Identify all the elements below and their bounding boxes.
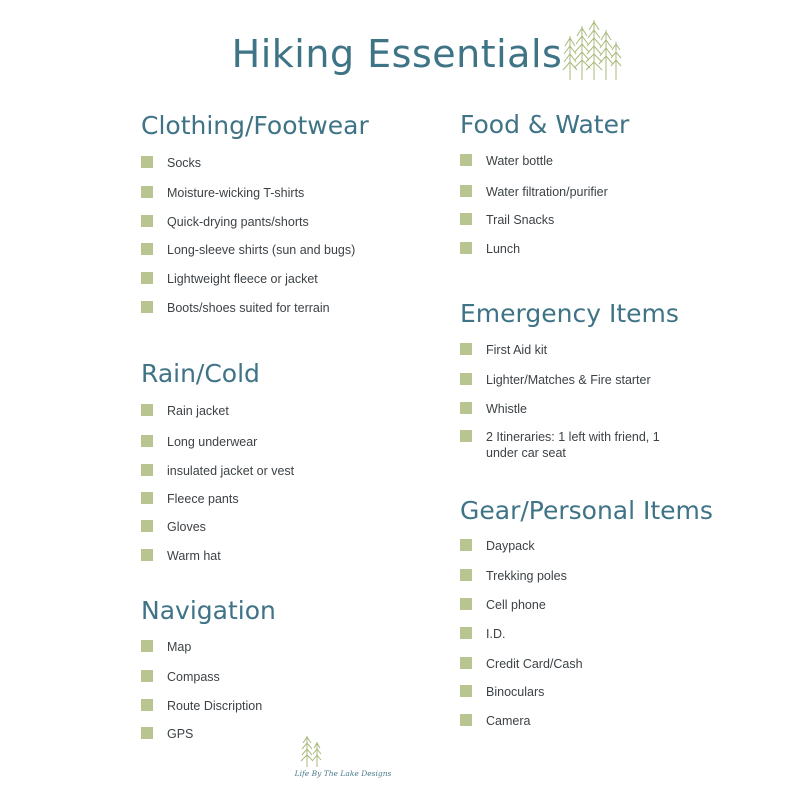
section-heading: Navigation bbox=[141, 596, 276, 625]
checklist-item[interactable] bbox=[460, 153, 553, 169]
checklist-item[interactable] bbox=[460, 212, 554, 228]
item-label: Lighter/Matches & Fire starter bbox=[486, 373, 651, 387]
item-label: Moisture-wicking T-shirts bbox=[167, 186, 305, 200]
section-heading: Gear/Personal Items bbox=[460, 496, 713, 525]
checkbox[interactable] bbox=[460, 685, 472, 697]
checklist-item[interactable] bbox=[460, 184, 608, 200]
checkbox[interactable] bbox=[141, 670, 153, 682]
item-label: Whistle bbox=[486, 402, 527, 416]
item-label: Trekking poles bbox=[486, 569, 567, 583]
checkbox[interactable] bbox=[460, 657, 472, 669]
checklist-item[interactable] bbox=[141, 463, 294, 479]
item-label: Lightweight fleece or jacket bbox=[167, 272, 318, 286]
section-gear-personal-items bbox=[460, 496, 760, 736]
section-food-water bbox=[460, 110, 760, 270]
checklist-item[interactable] bbox=[141, 519, 206, 535]
item-label: Long-sleeve shirts (sun and bugs) bbox=[167, 243, 356, 257]
checkbox[interactable] bbox=[460, 430, 472, 442]
section-heading: Clothing/Footwear bbox=[141, 111, 369, 140]
checkbox[interactable] bbox=[141, 156, 153, 168]
item-label: Compass bbox=[167, 670, 220, 684]
checklist-item[interactable] bbox=[141, 669, 220, 685]
item-label: Map bbox=[167, 640, 192, 654]
checkbox[interactable] bbox=[141, 301, 153, 313]
checklist-item[interactable] bbox=[460, 241, 520, 257]
checkbox[interactable] bbox=[460, 242, 472, 254]
checklist-item[interactable] bbox=[460, 713, 530, 729]
checkbox[interactable] bbox=[460, 154, 472, 166]
checklist-item[interactable] bbox=[460, 684, 544, 700]
checkbox[interactable] bbox=[141, 520, 153, 532]
section-navigation bbox=[141, 596, 441, 746]
item-label: Water bottle bbox=[486, 154, 553, 168]
checkbox[interactable] bbox=[460, 343, 472, 355]
checklist-item[interactable] bbox=[141, 403, 229, 419]
item-label: Binoculars bbox=[486, 685, 545, 699]
checklist-item[interactable] bbox=[141, 726, 193, 742]
item-label: Cell phone bbox=[486, 598, 546, 612]
checklist-item[interactable] bbox=[141, 155, 201, 171]
item-label: Water filtration/purifier bbox=[486, 185, 608, 199]
checklist-item[interactable] bbox=[141, 214, 309, 230]
item-label: insulated jacket or vest bbox=[167, 464, 295, 478]
checklist-item[interactable] bbox=[141, 242, 355, 258]
item-label: Rain jacket bbox=[167, 404, 229, 418]
checklist-item[interactable] bbox=[141, 271, 318, 287]
item-label: Lunch bbox=[486, 242, 521, 256]
checklist-item[interactable] bbox=[460, 342, 547, 358]
checklist-item[interactable] bbox=[460, 401, 527, 417]
checkbox[interactable] bbox=[141, 464, 153, 476]
checkbox[interactable] bbox=[141, 640, 153, 652]
item-label: Credit Card/Cash bbox=[486, 657, 583, 671]
checkbox[interactable] bbox=[460, 539, 472, 551]
checklist-item[interactable] bbox=[460, 372, 651, 388]
item-label: Socks bbox=[167, 156, 202, 170]
checklist-item[interactable] bbox=[141, 434, 257, 450]
section-heading: Rain/Cold bbox=[141, 359, 260, 388]
item-label: Trail Snacks bbox=[486, 213, 555, 227]
checkbox[interactable] bbox=[460, 402, 472, 414]
checkbox[interactable] bbox=[141, 549, 153, 561]
item-label: I.D. bbox=[486, 627, 506, 641]
logo-trees-icon bbox=[300, 732, 324, 768]
item-label: Daypack bbox=[486, 539, 535, 553]
checkbox[interactable] bbox=[141, 243, 153, 255]
section-heading: Emergency Items bbox=[460, 299, 679, 328]
item-label: GPS bbox=[167, 727, 194, 741]
checklist-item[interactable] bbox=[141, 491, 239, 507]
checkbox[interactable] bbox=[460, 213, 472, 225]
item-label: Route Discription bbox=[167, 699, 263, 713]
checklist-item[interactable] bbox=[141, 300, 330, 316]
checkbox[interactable] bbox=[460, 185, 472, 197]
section-rain-cold bbox=[141, 359, 441, 579]
checkbox[interactable] bbox=[460, 714, 472, 726]
item-label: Fleece pants bbox=[167, 492, 239, 506]
item-label: Warm hat bbox=[167, 549, 221, 563]
checklist-item[interactable] bbox=[460, 568, 567, 584]
item-label: Quick-drying pants/shorts bbox=[167, 215, 309, 229]
checkbox[interactable] bbox=[141, 727, 153, 739]
checkbox[interactable] bbox=[141, 186, 153, 198]
checklist-item[interactable] bbox=[460, 656, 583, 672]
checkbox[interactable] bbox=[141, 435, 153, 447]
checkbox[interactable] bbox=[141, 699, 153, 711]
section-heading: Food & Water bbox=[460, 110, 630, 139]
page-title: Hiking Essentials bbox=[231, 32, 563, 76]
checkbox[interactable] bbox=[460, 373, 472, 385]
checklist-item[interactable] bbox=[460, 597, 546, 613]
item-label: Long underwear bbox=[167, 435, 258, 449]
section-clothing-footwear bbox=[141, 111, 441, 331]
checklist-item[interactable] bbox=[141, 639, 191, 655]
checkbox[interactable] bbox=[141, 492, 153, 504]
checklist-item[interactable] bbox=[460, 429, 691, 461]
checkbox[interactable] bbox=[460, 598, 472, 610]
checklist-item[interactable] bbox=[141, 185, 304, 201]
checklist-item[interactable] bbox=[460, 626, 505, 642]
checklist-item[interactable] bbox=[141, 698, 262, 714]
item-label: Camera bbox=[486, 714, 531, 728]
checkbox[interactable] bbox=[460, 627, 472, 639]
checklist-item[interactable] bbox=[460, 538, 535, 554]
checkbox[interactable] bbox=[141, 215, 153, 227]
pine-trees-icon bbox=[562, 16, 622, 82]
item-label: First Aid kit bbox=[486, 343, 548, 357]
item-label: 2 Itineraries: 1 left with friend, 1 under car seat bbox=[486, 430, 660, 460]
footer-logo-text: Life By The Lake Designs bbox=[294, 769, 392, 778]
section-emergency-items bbox=[460, 299, 760, 469]
checkbox[interactable] bbox=[141, 272, 153, 284]
checkbox[interactable] bbox=[141, 404, 153, 416]
checkbox[interactable] bbox=[460, 569, 472, 581]
checklist-item[interactable] bbox=[141, 548, 221, 564]
item-label: Boots/shoes suited for terrain bbox=[167, 301, 330, 315]
item-label: Gloves bbox=[167, 520, 206, 534]
